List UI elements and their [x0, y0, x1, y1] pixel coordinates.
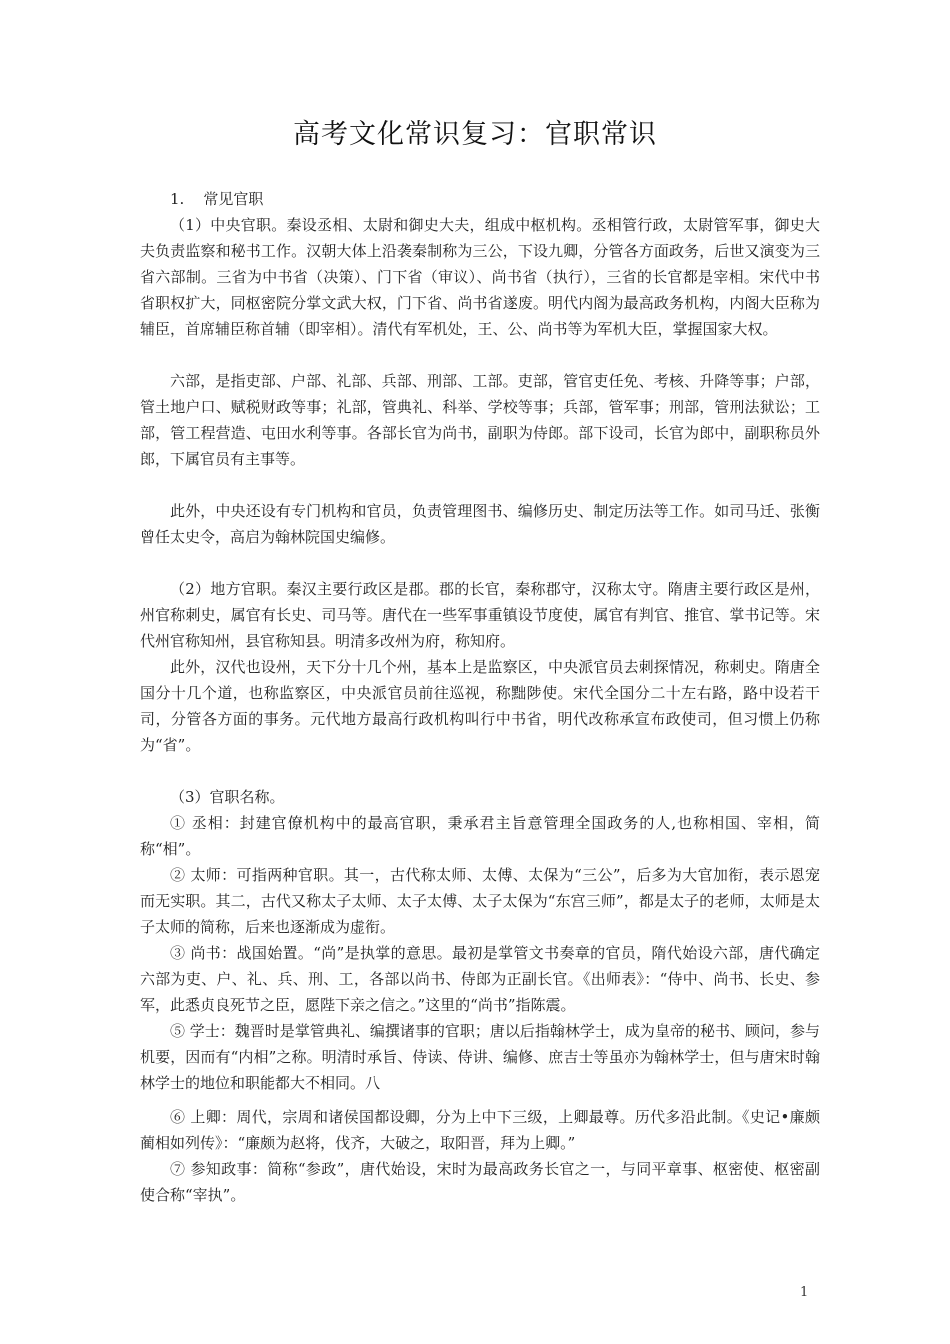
paragraph-official-titles-heading: （3）官职名称。	[170, 788, 285, 806]
paragraph-central-officials: （1）中央官职。秦设丞相、太尉和御史大夫，组成中枢机构。丞相管行政，太尉管军事，御史大夫负责监察和秘书工作。汉朝大体上沿袭秦制称为三公，下设九卿，分管各方面政务，后世又演变为三省六部制。三省为中书省（决策）、门下省（审议）、尚书省（执行），三省的长官都是宰相。宋代中书省职权扩大，同枢密院分掌文武大权，门下省、尚书省遂废。明代内阁为最高政务机构，内阁大臣称为辅臣，首席辅臣称首辅（即宰相）。清代有军机处，王、公、尚书等为军机大臣，掌握国家大权。	[140, 216, 820, 338]
list-item-chancellor: ① 丞相：封建官僚机构中的最高官职，秉承君主旨意管理全国政务的人,也称相国、宰相，简称“相”。	[140, 814, 820, 858]
list-item-vice-chancellor: ⑦ 参知政事：简称“参政”，唐代始设，宋时为最高政务长官之一，与同平章事、枢密使、枢密副使合称“宰执”。	[140, 1160, 820, 1204]
document-body	[140, 186, 820, 1208]
list-item-scholar: ⑤ 学士：魏晋时是掌管典礼、编撰诸事的官职；唐以后指翰林学士，成为皇帝的秘书、顾问，参与机要，因而有“内相”之称。明清时承旨、侍读、侍讲、编修、庶吉士等虽亦为翰林学士，但与唐宋时翰林学士的地位和职能都大不相同。八	[140, 1022, 820, 1092]
paragraph-six-ministries: 六部，是指吏部、户部、礼部、兵部、刑部、工部。吏部，管官吏任免、考核、升降等事；户部，管土地户口、赋税财政等事；礼部，管典礼、科举、学校等事；兵部，管军事；刑部，管刑法狱讼；工部，管工程营造、屯田水利等事。各部长官为尚书，副职为侍郎。部下设司，长官为郎中，副职称员外郎，下属官员有主事等。	[140, 372, 820, 468]
document-title: 高考文化常识复习：官职常识	[293, 119, 657, 150]
paragraph-local-officials: （2）地方官职。秦汉主要行政区是郡。郡的长官，秦称郡守，汉称太守。隋唐主要行政区是州，州官称刺史，属官有长史、司马等。唐代在一些军事重镇设节度使，属官有判官、推官、掌书记等。宋代州官称知州，县官称知县。明清多改州为府，称知府。	[140, 580, 820, 650]
list-item-senior-minister: ⑥ 上卿：周代，宗周和诸侯国都设卿，分为上中下三级，上卿最尊。历代多沿此制。《史记•廉颇蔺相如列传》：“廉颇为赵将，伐齐，大破之，取阳晋，拜为上卿。”	[140, 1108, 820, 1152]
list-item-grand-tutor: ② 太师：可指两种官职。其一，古代称太师、太傅、太保为“三公”，后多为大官加衔，表示恩宠而无实职。其二，古代又称太子太师、太子太傅、太子太保为“东宫三师”，都是太子的老师，太师是太子太师的简称，后来也逐渐成为虚衔。	[140, 866, 820, 936]
page-number: 1	[800, 1285, 809, 1300]
section-heading: 1. 常见官职	[170, 190, 264, 208]
paragraph-supervisory-regions: 此外，汉代也设州，天下分十几个州，基本上是监察区，中央派官员去刺探情况，称刺史。隋唐全国分十几个道，也称监察区，中央派官员前往巡视，称黜陟使。宋代全国分二十左右路，路中设若干司，分管各方面的事务。元代地方最高行政机构叫行中书省，明代改称承宣布政使司，但习惯上仍称为“省”。	[140, 658, 820, 754]
paragraph-special-offices: 此外，中央还设有专门机构和官员，负责管理图书、编修历史、制定历法等工作。如司马迁、张衡曾任太史令，高启为翰林院国史编修。	[140, 502, 820, 546]
list-item-minister: ③ 尚书：战国始置。“尚”是执掌的意思。最初是掌管文书奏章的官员，隋代始设六部，唐代确定六部为吏、户、礼、兵、刑、工，各部以尚书、侍郎为正副长官。《出师表》：“侍中、尚书、长史、参军，此悉贞良死节之臣，愿陛下亲之信之。”这里的“尚书”指陈震。	[140, 944, 820, 1014]
